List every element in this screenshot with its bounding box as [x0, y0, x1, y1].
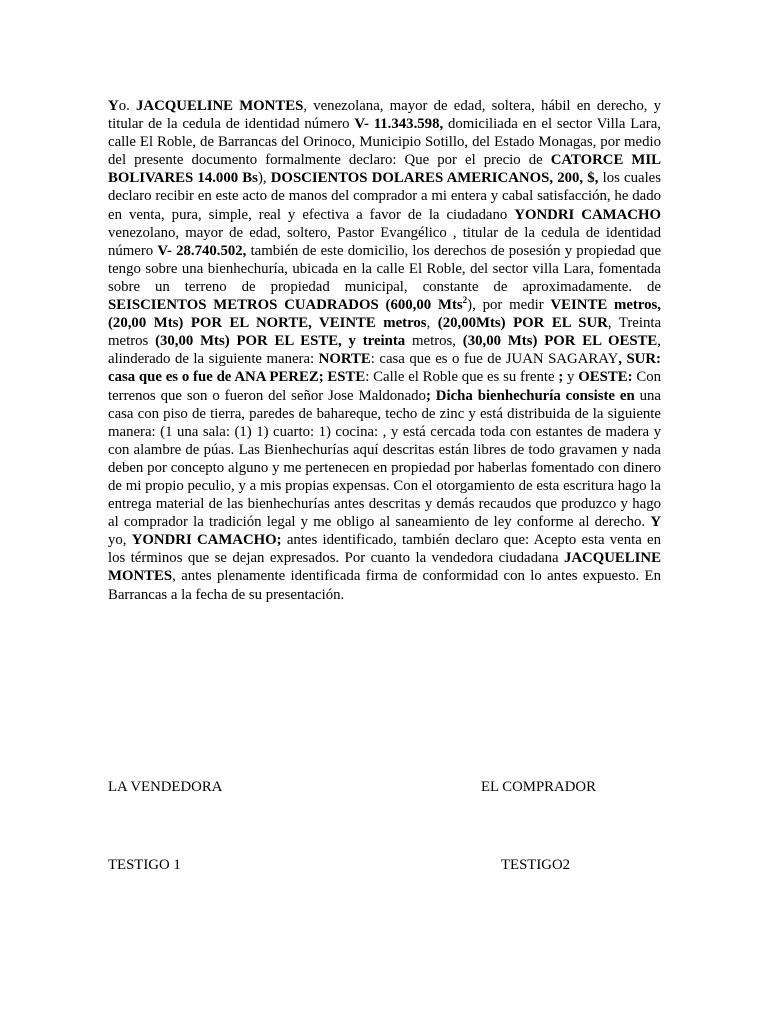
text-run: y: [563, 369, 579, 386]
text-run: , Treinta metros: [108, 315, 662, 350]
text-run: o.: [118, 98, 136, 114]
text-run: , SUR: casa que es o fue de ANA PEREZ; ESTE: [108, 351, 661, 386]
text-run: ), por medir: [467, 297, 551, 314]
text-run: : casa que es o fue de JUAN SAGARAY: [370, 351, 619, 368]
text-run: SEISCIENTOS METROS CUADRADOS (600,00 Mts: [108, 297, 463, 314]
text-run: yo,: [108, 532, 132, 549]
text-run: DOSCIENTOS DOLARES AMERICANOS, 200, $,: [270, 170, 599, 187]
text-run: 2: [462, 295, 468, 306]
text-run: ;: [558, 369, 564, 386]
text-run: VEINTE metros,: [550, 297, 662, 314]
text-run: ,: [426, 315, 438, 332]
text-run: JACQUELINE MONTES: [108, 550, 661, 585]
text-run: Y: [650, 514, 661, 531]
text-run: (20,00 Mts) POR EL NORTE, VEINTE metros: [108, 315, 427, 332]
text-run: (30,00 Mts) POR EL OESTE: [462, 333, 658, 350]
text-run: los cuales declaro recibir en este acto de manos del comprador a mi entera y cabal satisfacción, he dado en venta, pura, simple, real y efectiva a favor de la ciudadano: [108, 170, 662, 223]
text-run: (20,00Mts) POR EL SUR: [437, 315, 608, 332]
text-run: YONDRI CAMACHO;: [131, 532, 282, 549]
contract-body-paragraph: [108, 97, 661, 604]
text-run: : Calle el Roble que es su frente: [365, 369, 559, 386]
text-run: domiciliada en el sector Villa Lara, calle El Roble, de Barrancas del Orinoco, Municipio Sotillo, del Estado Monagas, por medio del presente documento formalmente declaro: Que por el precio de: [108, 116, 661, 169]
text-run: NORTE: [318, 351, 371, 368]
text-run: YONDRI CAMACHO: [514, 206, 661, 223]
text-run: antes identificado, también declaro que: Acepto esta venta en los términos que se dejan expresados. Por cuanto la vendedora ciudadana: [108, 532, 661, 567]
text-run: metros,: [405, 333, 463, 350]
text-run: Y: [108, 98, 119, 114]
text-run: JACQUELINE MONTES: [135, 98, 304, 114]
witness2-signature-label: TESTIGO2: [501, 857, 571, 873]
text-run: , antes plenamente identificada firma de conformidad con lo antes expuesto. En Barrancas a la fecha de su presentación.: [108, 568, 661, 603]
text-run: OESTE:: [578, 369, 633, 386]
witness1-signature-label: TESTIGO 1: [108, 857, 181, 873]
text-run: , venezolana, mayor de edad, soltera, hábil en derecho, y titular de la cedula de identidad número: [108, 98, 662, 133]
text-run: CATORCE MIL BOLIVARES 14.000 Bs: [108, 152, 661, 187]
buyer-signature-label: EL COMPRADOR: [481, 779, 596, 795]
text-run: también de este domicilio, los derechos de posesión y propiedad que tengo sobre una bienhechuría, ubicada en la calle El Roble, del sector villa Lara, fomentada sobre un terreno de propiedad municipal, constante de aproximadamente. de: [108, 242, 662, 295]
text-run: ; Dicha bienhechuría consiste en: [425, 387, 635, 404]
text-run: una casa con piso de tierra, paredes de bahareque, techo de zinc y está distribuida de la siguiente manera: (1 una sala: (1) 1) cuarto: 1) cocina: , y está cercada toda con estantes de madera y con alambre de púas. Las Bienhechurías aquí descritas están libres de todo gravamen y nada deben por concepto alguno y me pertenecen en propiedad por haberlas fomentado con dinero de mi propio peculio, y a mis propias expensas. Con el otorgamiento de esta escritura hago la entrega material de las bienhechurías antes descritas y demás recaudos que produzco y hago al comprador la tradición legal y me obligo al saneamiento de ley conforme al derecho.: [108, 387, 661, 531]
text-run: V- 28.740.502,: [157, 242, 247, 259]
seller-signature-label: LA VENDEDORA: [108, 779, 223, 795]
text-run: V- 11.343.598,: [354, 116, 444, 133]
text-run: ),: [257, 170, 271, 187]
text-run: (30,00 Mts) POR EL ESTE, y treinta: [155, 333, 406, 350]
text-run: Con terrenos que son o fueron del señor Jose Maldonado: [108, 369, 661, 404]
text-run: , alinderado de la siguiente manera:: [108, 333, 661, 368]
text-run: venezolano, mayor de edad, soltero, Pastor Evangélico , titular de la cedula de identidad número: [108, 224, 661, 259]
